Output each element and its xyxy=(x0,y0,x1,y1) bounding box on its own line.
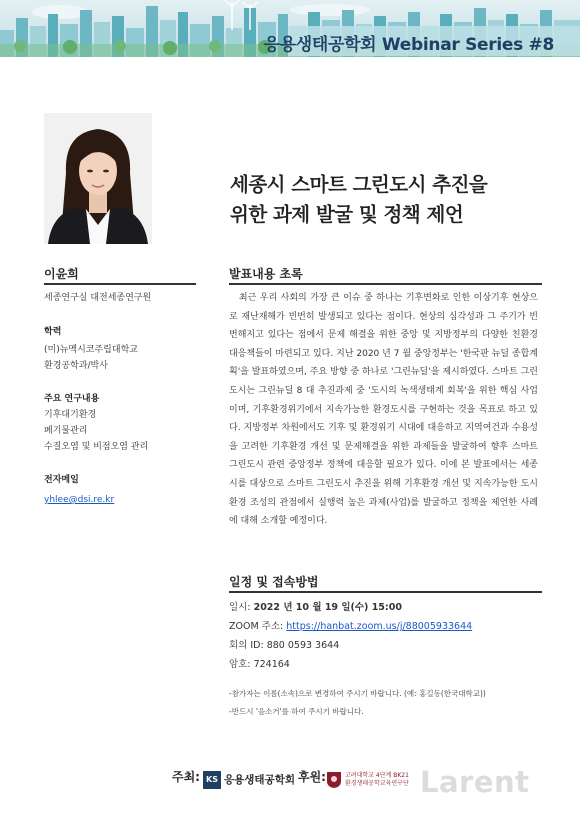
speaker-photo xyxy=(44,113,152,244)
host-name: 응용생태공학회 xyxy=(224,774,296,786)
talk-title-line-2: 위한 과제 발굴 및 정책 제언 xyxy=(230,203,464,226)
speaker-affiliation: 세종연구실 대전세종연구원 xyxy=(44,293,152,303)
research-item: 폐기물관리 xyxy=(44,426,88,436)
watermark: Larent xyxy=(420,765,530,799)
date-value: 2022 년 10 월 19 일(수) 15:00 xyxy=(253,602,402,613)
abstract-text: 최근 우리 사회의 가장 큰 이슈 중 하나는 기후변화로 인한 이상기후 현상으로 재난재해가 빈번히 발생되고 있다는 점이다. 현상의 심각성과 그 주기가 빈번해지고 있다는 점에서 문제 해결을 위한 중앙 및 지방정부의 다양한 친환경 대응책들이 마련되고 있다. 지난 2020 년 7 월 중앙정부는 '한국판 뉴딜 종합계획'을 발표하였으며, 주요 방향 중 하나로 '그린뉴딜'을 제시하였다. 스마트 그린도시는 그린뉴딜 8 대 추진과제 중 '도시의 녹색생태계 회복'을 위한 핵심 사업이며, 기후환경위기에서 지속가능한 환경도시를 구현하는 것을 목표로 하고 있다. 지방정부 차원에서도 기후 및 환경위기 시대에 대응하고 지역여건과 수용성을 고려한 기후환경 개선 및 문제해결을 위한 과제들을 발굴하여 향후 스마트 그린도시 관련 중앙정부 정책에 대응할 필요가 있다. 이에 본 발표에서는 세종시를 대상으로 스마트 그린도시 추진을 위해 기후환경 개선 및 지속가능한 도시환경 조성의 관점에서 실행력 높은 과제(사업)를 발굴하고 정책을 제언한 사례에 대해 소개할 예정이다. xyxy=(229,293,538,527)
research-item: 수질오염 및 비점오염 관리 xyxy=(44,442,149,452)
research-item: 기후대기환경 xyxy=(44,410,97,420)
zoom-label: ZOOM 주소: xyxy=(229,621,287,632)
header-banner xyxy=(0,0,580,57)
email-label: 전자메일 xyxy=(44,475,79,485)
abstract-heading: 발표내용 초록 xyxy=(229,267,303,281)
education-label: 학력 xyxy=(44,327,62,337)
university-crest-icon xyxy=(326,771,342,789)
schedule-heading: 일정 및 접속방법 xyxy=(229,575,319,589)
note-rename: -참가자는 이름(소속)으로 변경하여 주시기 바랍니다. (예: 홍길동(한국대학교)) xyxy=(229,689,486,698)
schedule-divider xyxy=(229,591,542,593)
date-label: 일시: xyxy=(229,602,254,613)
education-line: (미)뉴멕시코주립대학교 xyxy=(44,345,138,355)
note-mute: -반드시 '음소거'를 하여 주시기 바랍니다. xyxy=(229,707,364,716)
sponsor-line-2: 환경생태공학교육연구단 xyxy=(345,780,409,787)
speaker-name: 이윤희 xyxy=(44,267,79,281)
speaker-divider xyxy=(44,283,196,285)
schedule-date xyxy=(229,599,402,613)
sponsor-label: 후원: xyxy=(298,770,326,784)
speaker-info xyxy=(44,290,219,508)
sponsor-line-1: 고려대학교 4단계 BK21 xyxy=(345,772,409,779)
host-label: 주최: xyxy=(172,770,200,784)
abstract-divider xyxy=(229,283,542,285)
zoom-link[interactable]: https://hanbat.zoom.us/j/88005933644 xyxy=(286,621,473,632)
talk-title-line-1: 세종시 스마트 그린도시 추진을 xyxy=(230,173,488,196)
meeting-id: 회의 ID: 880 0593 3644 xyxy=(229,640,340,651)
talk-title xyxy=(230,170,487,230)
research-label: 주요 연구내용 xyxy=(44,394,100,404)
schedule-zoom xyxy=(229,618,472,632)
email-link[interactable]: yhlee@dsi.re.kr xyxy=(44,495,115,505)
sponsor-name xyxy=(345,772,409,788)
series-title: 응용생태공학회 Webinar Series #8 xyxy=(263,35,554,55)
meeting-password: 암호: 724164 xyxy=(229,659,290,670)
education-line: 환경공학과/박사 xyxy=(44,361,108,371)
host-logo: KS xyxy=(203,771,221,789)
